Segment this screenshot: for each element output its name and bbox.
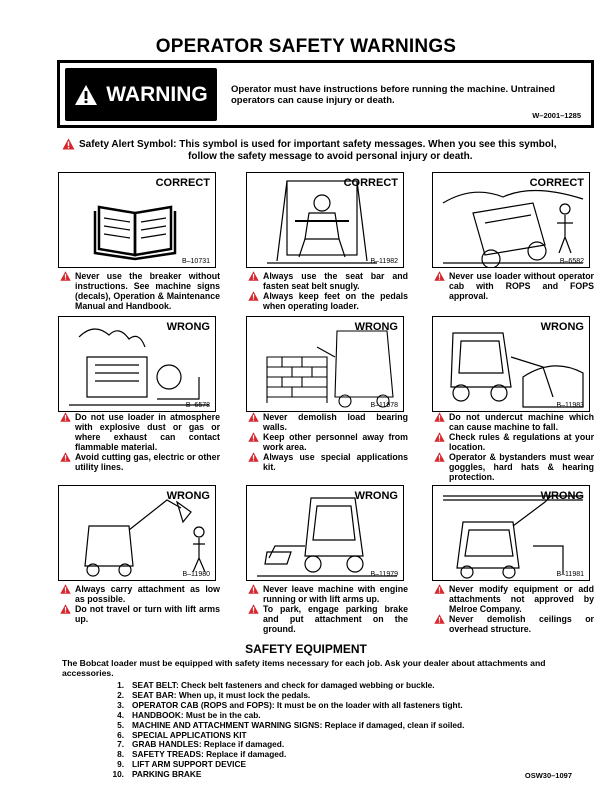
caption-text: Never leave machine with engine running or with lift arms up. (263, 584, 408, 604)
caption-item (60, 452, 220, 472)
equipment-item-text: LIFT ARM SUPPORT DEVICE (132, 759, 247, 770)
caption-text: Never use the breaker without instructions. See machine signs (decals), Operation & Maintenance Manual and Handbook. (75, 271, 220, 311)
caption-text: Never demolish ceilings or overhead structure. (449, 614, 594, 634)
warning-code: W–2001–1285 (532, 111, 581, 120)
alert-triangle-icon (248, 271, 259, 281)
warning-box (57, 60, 594, 128)
caption-item (434, 584, 594, 614)
caption-item (248, 452, 408, 472)
panel-code: B–11980 (182, 571, 210, 578)
unattended-machine-illustration (257, 498, 397, 576)
ceiling-demolition-illustration (443, 496, 583, 578)
footer-code: OSW30–1097 (524, 771, 572, 780)
alert-triangle-icon (60, 584, 71, 594)
caption-text: Do not use loader in atmosphere with explosive dust or gas or where exhaust can contact flammable material. (75, 412, 220, 452)
caption-text: Never use loader without operator cab with ROPS and FOPS approval. (449, 271, 594, 301)
caption-item (60, 271, 220, 311)
safety-panel-4 (58, 316, 216, 412)
caption-item (434, 432, 594, 452)
caption-item (60, 584, 220, 604)
warning-badge-label: WARNING (106, 82, 208, 106)
alert-triangle-icon (434, 432, 445, 442)
equipment-item-number: 6. (117, 729, 124, 740)
panel-code: B–11982 (370, 258, 398, 265)
caption-text: Always carry attachment as low as possible. (75, 584, 220, 604)
alert-triangle-icon (248, 604, 259, 614)
caption-text: Do not undercut machine which can cause machine to fall. (449, 412, 594, 432)
panel-caption-5 (248, 412, 408, 472)
panel-status-label: WRONG (354, 490, 398, 502)
explosion-hazard-illustration (69, 329, 209, 405)
equipment-item-number: 3. (117, 699, 124, 710)
panel-status-label: WRONG (354, 321, 398, 333)
equipment-item-number: 5. (117, 719, 124, 730)
panel-code: B–11979 (370, 571, 398, 578)
equipment-item-number: 2. (117, 689, 124, 700)
alert-triangle-icon (434, 271, 445, 281)
panel-code: B–6582 (559, 258, 584, 265)
caption-text: Keep other personnel away from work area. (263, 432, 408, 452)
alert-triangle-icon (248, 584, 259, 594)
caption-item (248, 584, 408, 604)
panel-caption-6 (434, 412, 594, 482)
safety-equipment-intro: The Bobcat loader must be equipped with safety items necessary for each job. Ask your dealer about attachments and accessories. (62, 658, 546, 678)
caption-item (434, 412, 594, 432)
caption-text: Always use special applications kit. (263, 452, 408, 472)
safety-equipment-list (108, 681, 588, 780)
seated-operator-illustration (267, 181, 377, 263)
alert-triangle-icon (62, 138, 75, 150)
panel-status-label: WRONG (540, 490, 584, 502)
page-title: OPERATOR SAFETY WARNINGS (155, 36, 457, 57)
warning-triangle-icon (74, 84, 98, 106)
equipment-item-text: SEAT BELT: Check belt fasteners and check for damaged webbing or buckle. (132, 680, 435, 690)
warning-badge (65, 68, 217, 121)
safety-equipment-title: SAFETY EQUIPMENT (245, 642, 367, 656)
equipment-item-text: HANDBOOK: Must be in the cab. (132, 709, 261, 720)
alert-triangle-icon (434, 584, 445, 594)
panel-caption-2 (248, 271, 408, 311)
manual-book-illustration (95, 207, 175, 259)
alert-triangle-icon (60, 412, 71, 422)
safety-panel-1 (58, 172, 216, 268)
alert-triangle-icon (248, 432, 259, 442)
undercut-hazard-illustration (451, 333, 583, 407)
alert-triangle-icon (248, 452, 259, 462)
caption-text: Never modify equipment or add attachments not approved by Melroe Company. (449, 584, 594, 614)
caption-item (434, 271, 594, 301)
panel-caption-4 (60, 412, 220, 472)
caption-item (60, 604, 220, 624)
alert-line-1: Safety Alert Symbol: This symbol is used for important safety messages. When you see this symbol, (79, 139, 557, 150)
panel-code: B–11978 (370, 402, 398, 409)
caption-item (248, 412, 408, 432)
panel-caption-8 (248, 584, 408, 634)
equipment-item-text: SAFETY TREADS: Replace if damaged. (132, 749, 287, 760)
safety-panel-7 (58, 485, 216, 581)
panel-status-label: CORRECT (529, 177, 584, 189)
wall-demolition-illustration (267, 331, 393, 407)
safety-panel-8 (246, 485, 404, 581)
caption-text: Operator & bystanders must wear goggles, hard hats & hearing protection. (449, 452, 594, 482)
panel-caption-7 (60, 584, 220, 624)
equipment-item-number: 8. (117, 749, 124, 760)
alert-triangle-icon (434, 412, 445, 422)
panel-caption-1 (60, 271, 220, 311)
caption-item (60, 412, 220, 452)
caption-item (248, 291, 408, 311)
equipment-item-text: GRAB HANDLES: Replace if damaged. (132, 739, 285, 750)
caption-text: Always use the seat bar and fasten seat belt snugly. (263, 271, 408, 291)
alert-triangle-icon (248, 291, 259, 301)
caption-text: Avoid cutting gas, electric or other utility lines. (75, 452, 220, 472)
caption-item (434, 452, 594, 482)
safety-panel-9 (432, 485, 590, 581)
caption-text: Never demolish load bearing walls. (263, 412, 408, 432)
panel-status-label: CORRECT (343, 177, 398, 189)
caption-item (248, 604, 408, 634)
panel-caption-3 (434, 271, 594, 301)
equipment-item-number: 1. (117, 680, 124, 690)
equipment-item-text: MACHINE AND ATTACHMENT WARNING SIGNS: Replace if damaged, clean if soiled. (132, 719, 465, 730)
equipment-item-text: PARKING BRAKE (132, 769, 202, 780)
alert-triangle-icon (60, 604, 71, 614)
caption-item (248, 271, 408, 291)
rollover-illustration (443, 190, 583, 268)
equipment-item-text: OPERATOR CAB (ROPS and FOPS): It must be on the loader with all fasteners tight. (132, 699, 463, 710)
warning-text: Operator must have instructions before running the machine. Untrained operators can cause injury or death. (231, 84, 556, 106)
caption-item (248, 432, 408, 452)
safety-panel-2 (246, 172, 404, 268)
equipment-list-item (108, 770, 588, 780)
equipment-item-text: SPECIAL APPLICATIONS KIT (132, 729, 247, 740)
panel-code: B–11983 (556, 402, 584, 409)
panel-code: B–10731 (181, 258, 210, 265)
alert-line-2: follow the safety message to avoid personal injury or death. (188, 151, 473, 162)
caption-text: Check rules & regulations at your location. (449, 432, 594, 452)
alert-triangle-icon (434, 452, 445, 462)
panel-status-label: WRONG (166, 490, 210, 502)
equipment-item-number: 9. (117, 759, 124, 770)
safety-panel-3 (432, 172, 590, 268)
equipment-item-text: SEAT BAR: When up, it must lock the pedals. (132, 689, 311, 700)
alert-triangle-icon (434, 614, 445, 624)
alert-triangle-icon (248, 412, 259, 422)
alert-triangle-icon (60, 452, 71, 462)
caption-text: Always keep feet on the pedals when operating loader. (263, 291, 408, 311)
equipment-item-number: 7. (117, 739, 124, 750)
panel-status-label: WRONG (540, 321, 584, 333)
caption-text: To park, engage parking brake and put attachment on the ground. (263, 604, 408, 634)
equipment-item-number: 4. (117, 709, 124, 720)
equipment-item-number: 10. (112, 769, 124, 780)
raised-lift-arms-illustration (85, 500, 205, 576)
caption-text: Do not travel or turn with lift arms up. (75, 604, 220, 624)
safety-panel-6 (432, 316, 590, 412)
safety-panel-5 (246, 316, 404, 412)
panel-code: B–6578 (185, 402, 210, 409)
caption-item (434, 614, 594, 634)
panel-status-label: WRONG (166, 321, 210, 333)
panel-status-label: CORRECT (155, 177, 210, 189)
panel-caption-9 (434, 584, 594, 634)
panel-code: B–11981 (556, 571, 584, 578)
alert-triangle-icon (60, 271, 71, 281)
